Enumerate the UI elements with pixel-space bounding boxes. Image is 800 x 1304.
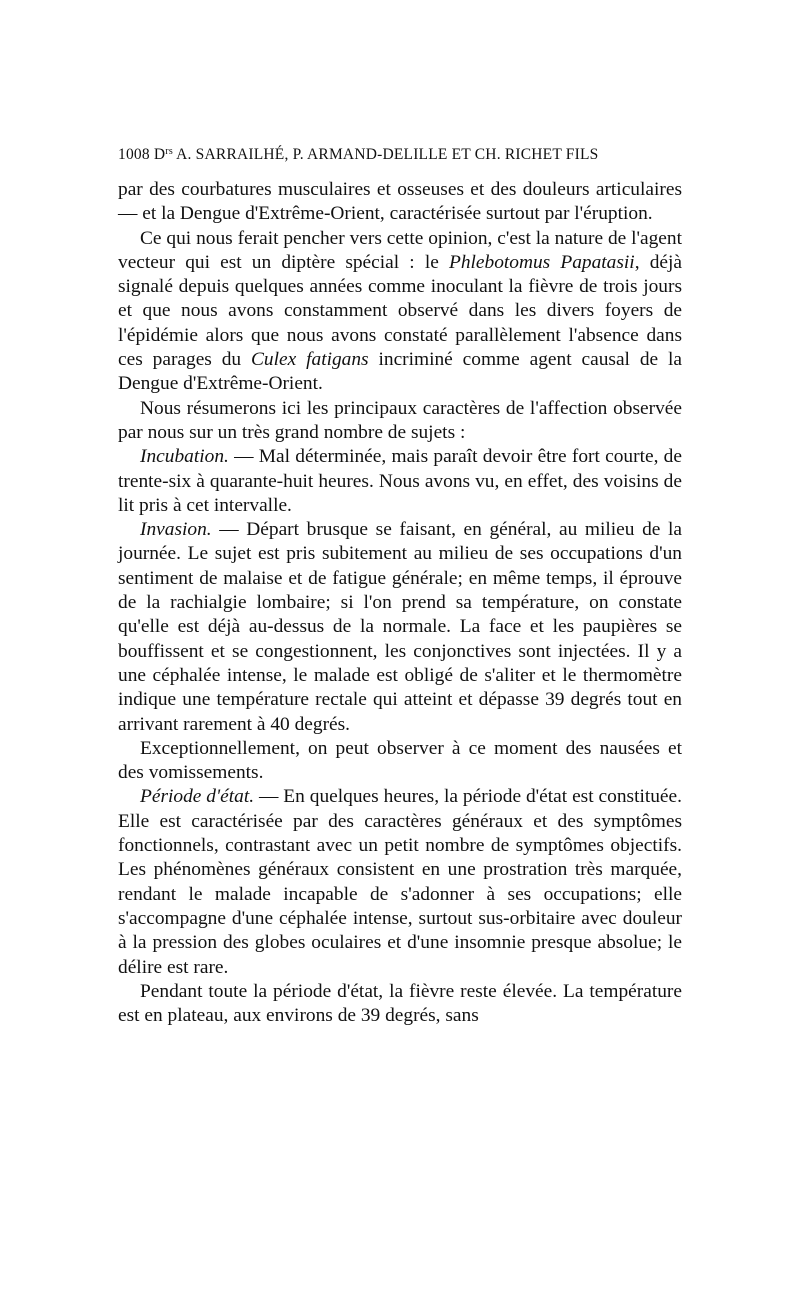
species-culex: Culex fatigans [251,349,369,371]
paragraph-periode-etat-text: — En quelques heures, la période d'état est constituée. Elle est caractérisée par des caractères généraux et des symptômes fonctionnels, contrastant avec un petit nombre de symptômes objectifs. Les phénomènes généraux consistent en une prostration très marquée, rendant le malade incapable de s'adonner à ses occupations; elle s'accompagne d'une céphalée intense, surtout sus-orbitaire avec douleur à la pression des globes oculaires et d'une insomnie presque absolue; le délire est rare. [118,786,682,978]
paragraph-fever: Pendant toute la période d'état, la fièvre reste élevée. La température est en plateau, aux environs de 39 degrés, sans [118,980,682,1027]
paragraph-exceptions: Exceptionnellement, on peut observer à ce moment des nausées et des vomissements. [118,737,682,784]
paragraph-incubation-text: — Mal déterminée, mais paraît devoir être fort courte, de trente-six à quarante-huit heures. Nous avons vu, en effet, des voisins de lit pris à cet intervalle. [118,446,682,516]
authors-prefix: D [153,146,166,163]
paragraph-incubation [118,445,682,518]
paragraph-vector-text-2: , déjà signalé depuis quelques années comme inoculant la fièvre de trois jours et que nous avons constamment observé dans les divers foyers de l'épidémie alors que nous avons constaté parallèlement l'absence dans ces parages du [118,251,682,371]
label-incubation: Incubation. [140,446,229,468]
authors-prefix-sup: rs [165,146,173,157]
document-page [118,146,682,1028]
paragraph-vector-text-1: Ce qui nous ferait pencher vers cette opinion, c'est la nature de l'agent vecteur qui est un diptère spécial : le [118,227,682,273]
paragraph-invasion-text: — Départ brusque se faisant, en général, au milieu de la journée. Le sujet est pris subitement au milieu de ses occupations d'un sentiment de malaise et de fatigue générale; en même temps, il éprouve de la rachialgie lombaire; si l'on prend sa température, on constate qu'elle est déjà au-dessus de la normale. La face et les paupières se bouffissent et se congestionnent, les conjonctives sont injectées. Il y a une céphalée intense, le malade est obligé de s'aliter et le thermomètre indique une température rectale qui atteint et dépasse 39 degrés tout en arrivant rarement à 40 degrés. [118,519,682,735]
authors: A. SARRAILHÉ, P. ARMAND-DELILLE ET CH. RICHET FILS [172,146,599,163]
paragraph-periode-etat [118,785,682,979]
page-number: 1008 [118,146,150,163]
paragraph-vector-text-3: incriminé comme agent causal de la Dengue d'Extrême-Orient. [118,349,682,395]
paragraph-vector [118,227,682,397]
running-header [118,146,682,164]
label-invasion: Invasion. [140,519,212,541]
paragraph-invasion [118,518,682,737]
species-phlebotomus: Phlebotomus Papatasii [448,251,635,273]
paragraph-continuation: par des courbatures musculaires et osseuses et des douleurs articulaires — et la Dengue d'Extrême-Orient, caractérisée surtout par l'éruption. [118,179,682,225]
paragraph-summary: Nous résumerons ici les principaux caractères de l'affection observée par nous sur un très grand nombre de sujets : [118,397,682,443]
label-periode-etat: Période d'état. [140,786,255,808]
